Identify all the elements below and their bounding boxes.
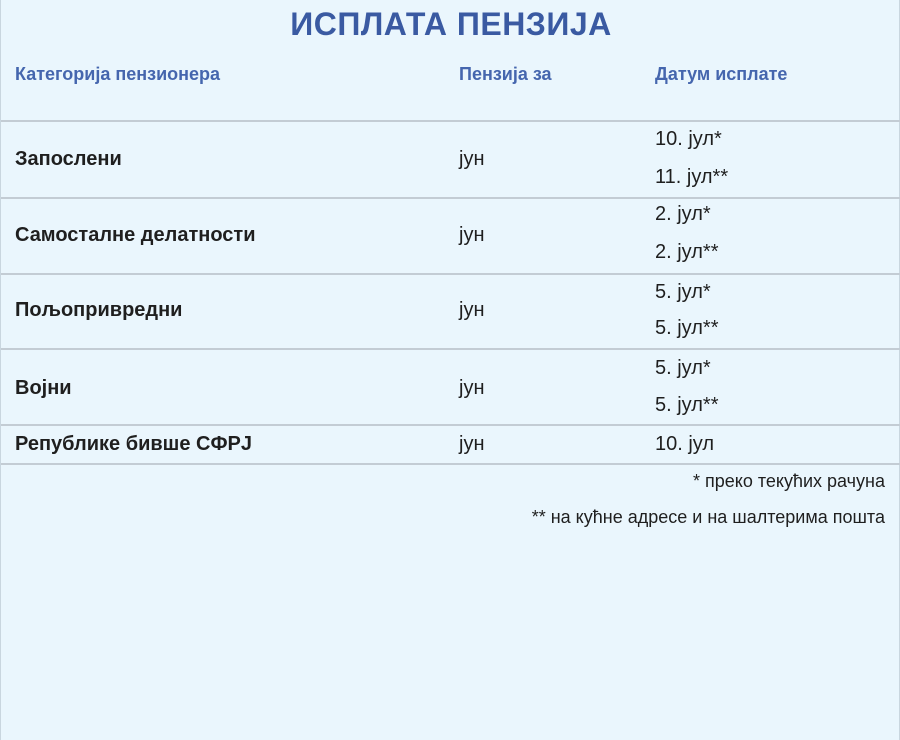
month-cell: јун [459, 377, 485, 399]
date-cell: 10. јул* [655, 128, 722, 150]
divider [1, 463, 900, 465]
date-cell: 5. јул* [655, 281, 711, 303]
header-pension-for: Пензија за [459, 64, 552, 84]
category-cell: Војни [15, 377, 72, 399]
date-cell: 5. јул* [655, 357, 711, 379]
month-cell: јун [459, 224, 485, 246]
date-cell: 2. јул** [655, 241, 719, 263]
table-row [1, 199, 900, 273]
month-cell: јун [459, 299, 485, 321]
date-cell: 11. јул** [655, 166, 729, 188]
date-cell: 5. јул** [655, 394, 719, 416]
table-row [1, 350, 900, 424]
month-cell: јун [459, 148, 485, 170]
header-category: Категорија пензионера [15, 64, 221, 84]
category-cell: Републике бивше СФРЈ [15, 433, 252, 455]
month-cell: јун [459, 433, 485, 455]
category-cell: Пољопривредни [15, 299, 183, 321]
table-row [1, 275, 900, 349]
table-row [1, 122, 900, 196]
date-cell: 10. јул [655, 433, 715, 455]
header-payment-date: Датум исплате [655, 64, 788, 84]
table-row [1, 426, 900, 462]
page-title: ИСПЛАТА ПЕНЗИЈА [290, 6, 612, 42]
category-cell: Запослени [15, 148, 122, 170]
category-cell: Самосталне делатности [15, 224, 256, 246]
footnote-double-star: ** на кућне адресе и на шалтерима пошта [531, 507, 885, 527]
table-header [1, 64, 900, 88]
date-cell: 2. јул* [655, 203, 711, 225]
date-cell: 5. јул** [655, 317, 719, 339]
footnote-single-star: * преко текућих рачуна [692, 471, 885, 491]
